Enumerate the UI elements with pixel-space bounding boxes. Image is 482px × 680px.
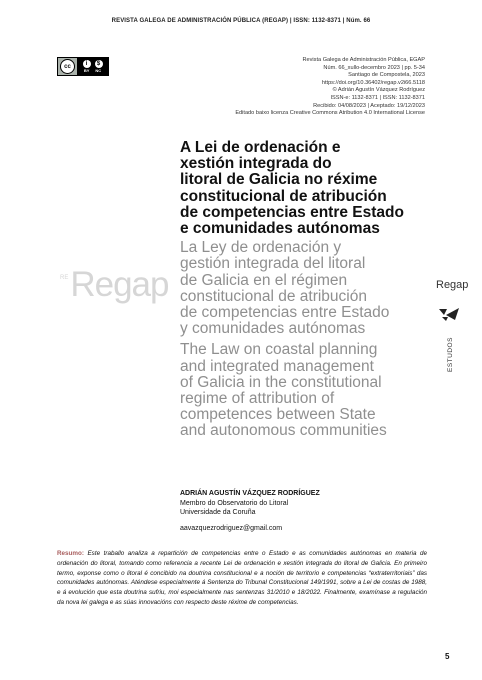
title-english: The Law on coastal planning and integrated management of Galicia in the constitutional regime of attribution of competences between State and autonomous communities [180, 341, 387, 440]
side-brand-logo: Regap [436, 279, 469, 291]
nc-noncommercial-icon: $ [95, 60, 103, 68]
cc-logo-icon: cc [58, 58, 77, 75]
author-affiliation: Universidade da Coruña [180, 509, 256, 517]
egap-emblem-icon [438, 306, 460, 322]
meta-line: Núm. 66_xullo-decembro 2023 | pp. 5-34 [323, 64, 425, 71]
meta-line: © Adrián Agustín Vázquez Rodríguez [332, 87, 425, 94]
page-number: 5 [445, 652, 450, 661]
author-affiliation: Membro do Observatorio do Litoral [180, 499, 289, 507]
abstract [57, 549, 427, 608]
section-label: ESTUDOS [447, 337, 454, 372]
cc-license-badge[interactable] [57, 57, 109, 76]
doi-link[interactable]: https://doi.org/10.36402/regap.v2i66.5118 [321, 79, 425, 86]
meta-line: Recibido: 04/08/2023 | Aceptado: 19/12/2023 [313, 102, 425, 109]
title-block [180, 140, 430, 440]
author-name: ADRIÁN AGUSTÍN VÁZQUEZ RODRÍGUEZ [180, 490, 320, 497]
author-block [180, 489, 320, 533]
title-galician: A Lei de ordenación e xestión integrada do litoral de Galicia no réxime constitucional de atribución de competencias entre Estado e comunidades autónomas [180, 139, 404, 238]
cc-nc-label: NC [95, 68, 102, 73]
abstract-text: Este traballo analiza a repartición de competencias entre o Estado e as comunidades autónomas en materia de ordenación do litoral, tomando como referencia a recente Lei de ordenación e xestión integrada do litoral de Galicia. En primeiro termo, exponse como o litoral é concibido na doutrina constitucional e a noción de territorio e competencias “extraterritoriais” das comunidades autónomas. Aténdese especialmente á Sentenza do Tribunal Constitucional 149/1991, sobre a Lei de costas de 1988, e á evolución que esta doutrina sufriu, moi especialmente nas sentenzas 31/2010 e 18/2022. Finalmente, examínase a regulación da nova lei galega e as súas innovacións con respecto deste réxime de competencias. [57, 550, 428, 606]
meta-line: ISSN-e: 1132-8371 | ISSN: 1132-8371 [330, 94, 425, 101]
author-email[interactable]: aavazquezrodriguez@gmail.com [180, 524, 283, 532]
regap-watermark-logo: $^{RE}$Regap [60, 265, 169, 304]
meta-line: Editado baixo licenza Creative Commons Atribution 4.0 International License [235, 110, 425, 117]
meta-line: Revista Galega de Administración Pública, EGAP [302, 57, 425, 63]
cc-by-label: BY [83, 68, 90, 73]
meta-line: Santiago de Compostela, 2023 [348, 72, 425, 79]
running-head: REVISTA GALEGA DE ADMINISTRACIÓN PÚBLICA (REGAP) | ISSN: 1132-8371 | Núm. 66 [111, 18, 371, 24]
publication-meta [235, 57, 425, 118]
abstract-label: Resumo: [57, 550, 84, 557]
title-spanish: La Ley de ordenación y gestión integrada del litoral de Galicia en el régimen constitucional de atribución de competencias entre Estado y comunidades autónomas [180, 239, 390, 338]
by-attribution-icon: i [83, 60, 91, 68]
